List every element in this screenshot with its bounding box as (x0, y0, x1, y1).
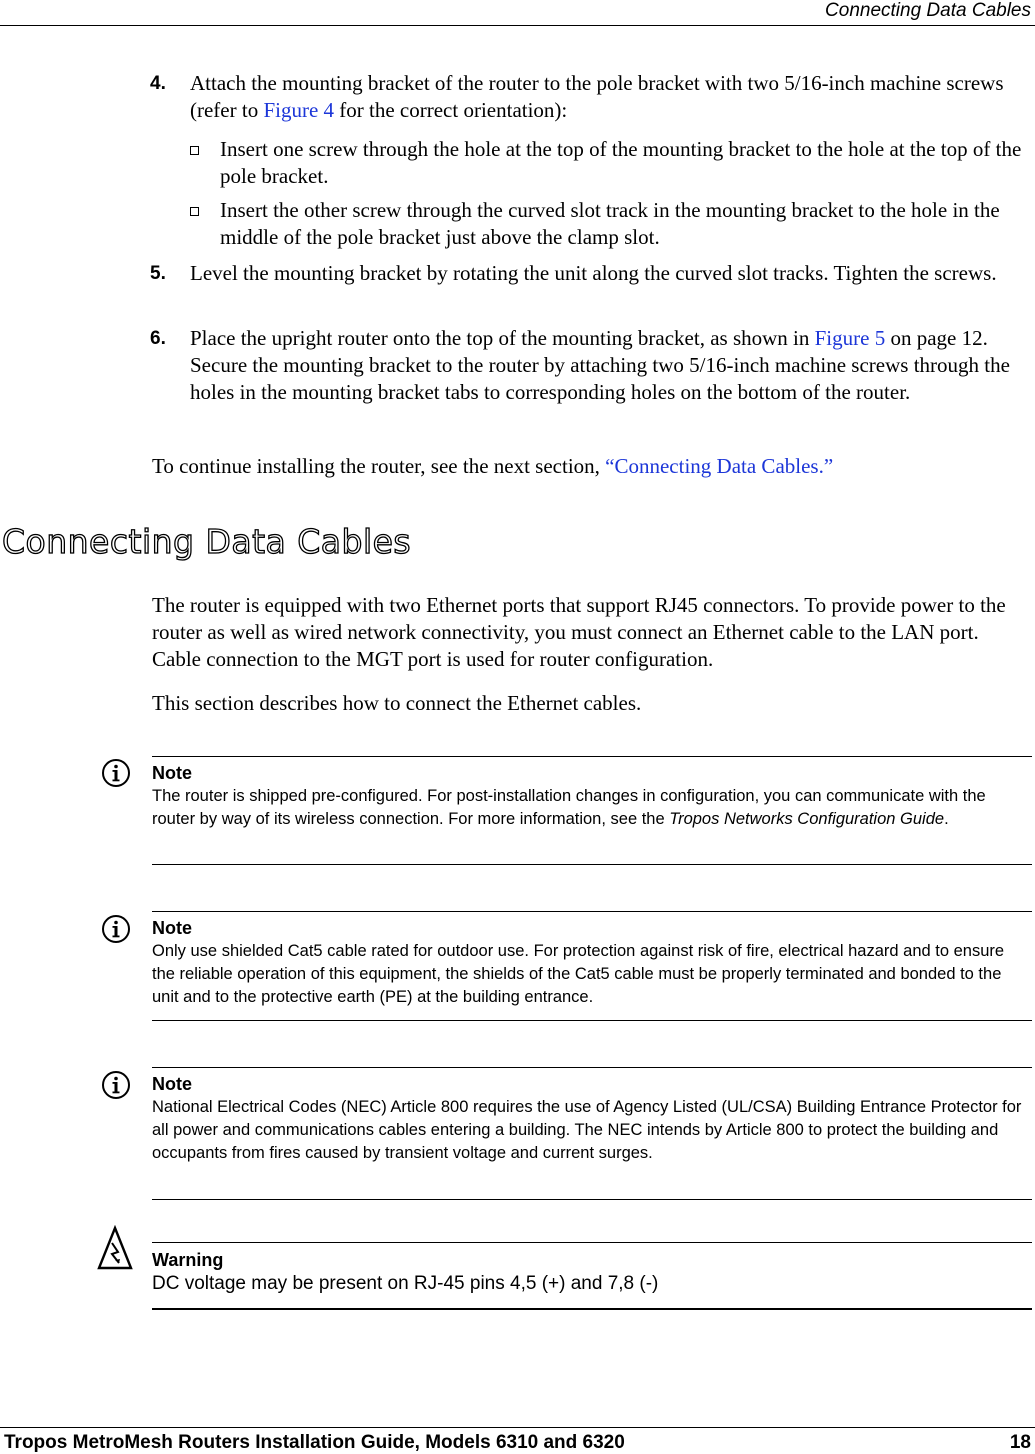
step-text: Place the upright router onto the top of the mounting bracket, as shown in Figure 5 on page 12. Secure the mounting bracket to the router by attaching two 5/16-inch machine screws through the holes in the mounting bracket tabs to corresponding holes on the bottom of the router. (190, 326, 1010, 404)
connecting-data-cables-link[interactable]: “Connecting Data Cables.” (605, 454, 834, 478)
square-bullet-icon (190, 146, 199, 155)
note-text: The router is shipped pre-configured. For post-installation changes in configuration, you can communicate with the router by way of its wireless connection. For more information, see the Tropos Networks Configuration Guide. (152, 787, 986, 828)
info-icon (101, 758, 131, 788)
warning-text: DC voltage may be present on RJ-45 pins 4,5 (+) and 7,8 (-) (152, 1273, 659, 1294)
note-title: Note (152, 1074, 192, 1094)
step-text: Level the mounting bracket by rotating the unit along the curved slot tracks. Tighten the screws. (190, 261, 997, 285)
warning-rule (152, 1308, 1032, 1310)
warning-title: Warning (152, 1250, 224, 1270)
header-rule (0, 25, 1035, 26)
note-rule (152, 864, 1032, 865)
section-title: Connecting Data Cables (2, 522, 412, 561)
note-text: Only use shielded Cat5 cable rated for outdoor use. For protection against risk of fire, electrical hazard and to ensure the reliable operation of this equipment, the shields of the Cat5 cable must be properly terminated and bonded to the unit and to the protective earth (PE) at the building entrance. (152, 942, 1005, 1006)
bullet-text: Insert the other screw through the curved slot track in the mounting bracket to the hole in the middle of the pole bracket just above the clamp slot. (220, 198, 1000, 249)
footer-rule (0, 1427, 1035, 1428)
figure-5-link[interactable]: Figure 5 (814, 326, 886, 350)
step-4 (150, 70, 1030, 124)
note-rule (152, 1067, 1032, 1068)
section-paragraph: This section describes how to connect the Ethernet cables. (152, 691, 642, 715)
page-number: 18 (1009, 1432, 1031, 1453)
step-number: 6. (150, 328, 166, 349)
note-rule (152, 1020, 1032, 1021)
note-title: Note (152, 918, 192, 938)
info-icon (101, 914, 131, 944)
list-item (190, 197, 1030, 251)
step-6 (150, 325, 1030, 406)
note-rule (152, 756, 1032, 757)
section-paragraph: The router is equipped with two Ethernet ports that support RJ45 connectors. To provide power to the router as well as wired network connectivity, you must connect an Ethernet cable to the LAN port. Cable connection to the MGT port is used for router configuration. (152, 593, 1006, 671)
list-item (190, 136, 1030, 190)
note-rule (152, 1199, 1032, 1200)
warning-shock-icon (96, 1225, 134, 1271)
figure-4-link[interactable]: Figure 4 (263, 98, 335, 122)
note-rule (152, 911, 1032, 912)
info-icon (101, 1070, 131, 1100)
bullet-text: Insert one screw through the hole at the top of the mounting bracket to the hole at the top of the pole bracket. (220, 137, 1022, 188)
square-bullet-icon (190, 207, 199, 216)
footer-title: Tropos MetroMesh Routers Installation Guide, Models 6310 and 6320 (4, 1432, 625, 1453)
step-text: Attach the mounting bracket of the router to the pole bracket with two 5/16-inch machine screws (refer to Figure 4 for the correct orientation): (190, 71, 1004, 122)
note-title: Note (152, 763, 192, 783)
warning-rule (152, 1242, 1032, 1243)
continue-paragraph: To continue installing the router, see the next section, “Connecting Data Cables.” (152, 454, 834, 478)
running-header: Connecting Data Cables (825, 0, 1031, 21)
step-5 (150, 260, 1030, 287)
note-text: National Electrical Codes (NEC) Article 800 requires the use of Agency Listed (UL/CSA) Building Entrance Protector for all power and communications cables entering a building. The NEC intends by Article 800 to protect the building and occupants from fires caused by transient voltage and current surges. (152, 1098, 1022, 1162)
step-number: 5. (150, 263, 166, 284)
step-number: 4. (150, 73, 166, 94)
